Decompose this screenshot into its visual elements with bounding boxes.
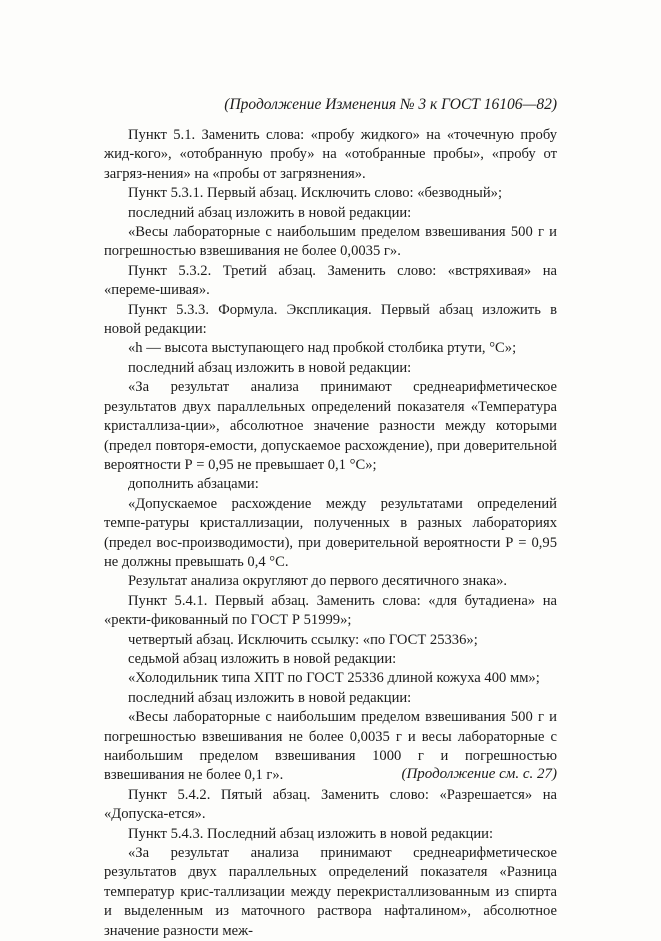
paragraph-7: «h — высота выступающего над пробкой столбика ртути, °С»;: [128, 340, 517, 357]
paragraph-5: Пункт 5.3.2. Третий абзац. Заменить слово: «встряхивая» на «переме-шивая».: [104, 262, 557, 299]
paragraph-13: Пункт 5.4.1. Первый абзац. Заменить слова: «для бутадиена» на «ректи-фикованный по ГОСТ Р 51999»;: [104, 592, 557, 629]
paragraph-8: последний абзац изложить в новой редакции:: [128, 359, 412, 376]
paragraph-6: Пункт 5.3.3. Формула. Экспликация. Первый абзац изложить в новой редакции:: [104, 301, 557, 338]
page-footer: (Продолжение см. с. 27): [401, 766, 557, 782]
paragraph-16: «Холодильник типа ХПТ по ГОСТ 25336 длиной кожуха 400 мм»;: [128, 670, 540, 687]
paragraph-18: «Весы лабораторные с наибольшим пределом взвешивания 500 г и погрешностью взвешивания не более 0,0035 г и весы лабораторные с наибольшим пределом взвешивания 1000 г и погрешностью взвешивания не более 0,1 г».: [104, 709, 557, 784]
paragraph-9: «За результат анализа принимают среднеарифметическое результатов двух параллельных определений показателя «Температура кристаллиза-ции», абсолютное значение разности между которыми (предел повторя-емости, допускаемое расхождение), при доверительной вероятности Р = 0,95 не превышает 0,1 °С»;: [104, 379, 557, 473]
document-body: [104, 126, 557, 941]
paragraph-15: седьмой абзац изложить в новой редакции:: [128, 650, 397, 667]
paragraph-2: Пункт 5.3.1. Первый абзац. Исключить слово: «безводный»;: [128, 185, 503, 202]
paragraph-1: Пункт 5.1. Заменить слова: «пробу жидкого» на «точечную пробу жид-кого», «отобранную пробу» на «отобранные пробы», «пробу от загряз-нения» на «пробы от загрязнения».: [104, 127, 557, 182]
paragraph-17: последний абзац изложить в новой редакции:: [128, 689, 412, 706]
paragraph-14: четвертый абзац. Исключить ссылку: «по ГОСТ 25336»;: [128, 631, 478, 648]
paragraph-11: «Допускаемое расхождение между результатами определений темпе-ратуры кристаллизации, полученных в разных лабораториях (предел вос-производимости), при доверительной вероятности Р = 0,95 не должны превышать 0,4 °С.: [104, 495, 557, 570]
paragraph-4: «Весы лабораторные с наибольшим пределом взвешивания 500 г и погрешностью взвешивания не более 0,0035 г».: [104, 224, 557, 260]
paragraph-19: Пункт 5.4.2. Пятый абзац. Заменить слово: «Разрешается» на «Допуска-ется».: [104, 786, 557, 823]
paragraph-21: «За результат анализа принимают среднеарифметическое результатов двух параллельных определений показателя «Разница температур крис-таллизации между перекристаллизованным из спирта и выделенным из маточного раствора нафталином», абсолютное значение разности меж-: [104, 845, 557, 939]
page-header: (Продолжение Изменения № 3 к ГОСТ 16106—82): [224, 96, 557, 113]
paragraph-10: дополнить абзацами:: [128, 476, 259, 493]
paragraph-3: последний абзац изложить в новой редакции:: [128, 204, 412, 221]
paragraph-12: Результат анализа округляют до первого десятичного знака».: [128, 573, 508, 590]
paragraph-20: Пункт 5.4.3. Последний абзац изложить в новой редакции:: [128, 825, 494, 842]
